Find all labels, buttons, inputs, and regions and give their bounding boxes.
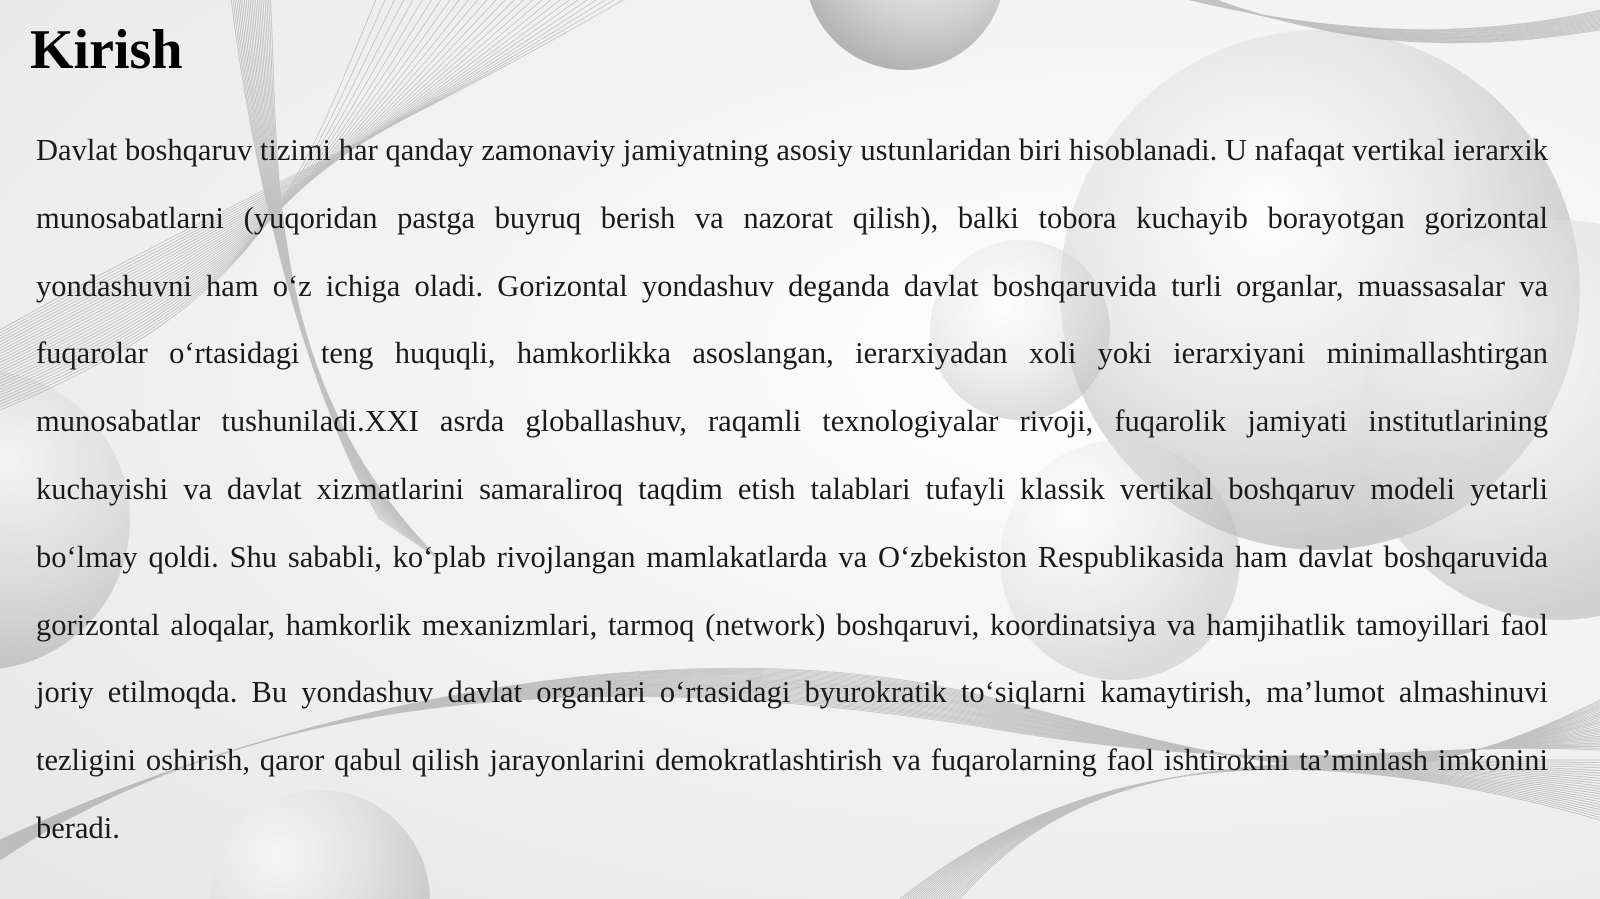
sphere-decoration	[805, 0, 1005, 70]
slide-body-paragraph: Davlat boshqaruv tizimi har qanday zamonaviy jamiyatning asosiy ustunlaridan biri hisoblanadi. U nafaqat vertikal ierarxik munosabatlarni (yuqoridan pastga buyruq berish va nazorat qilish), balki tobora kuchayib borayotgan gorizontal yondashuvni ham o‘z ichiga oladi. Gorizontal yondashuv deganda davlat boshqaruvida turli organlar, muassasalar va fuqarolar o‘rtasidagi teng huquqli, hamkorlikka asoslangan, ierarxiyadan xoli yoki ierarxiyani minimallashtirgan munosabatlar tushuniladi.XXI asrda globallashuv, raqamli texnologiyalar rivoji, fuqarolik jamiyati institutlarining kuchayishi va davlat xizmatlarini samaraliroq taqdim etish talablari tufayli klassik vertikal boshqaruv modeli yetarli bo‘lmay qoldi. Shu sababli, ko‘plab rivojlangan mamlakatlarda va O‘zbekiston Respublikasida ham davlat boshqaruvida gorizontal aloqalar, hamkorlik mexanizmlari, tarmoq (network) boshqaruvi, koordinatsiya va hamjihatlik tamoyillari faol joriy etilmoqda. Bu yondashuv davlat organlari o‘rtasidagi byurokratik to‘siqlarni kamaytirish, ma’lumot almashinuvi tezligini oshirish, qaror qabul qilish jarayonlarini demokratlashtirish va fuqarolarning faol ishtirokini ta’minlash imkonini beradi.	[36, 133, 1548, 845]
slide-title: Kirish	[30, 19, 183, 81]
